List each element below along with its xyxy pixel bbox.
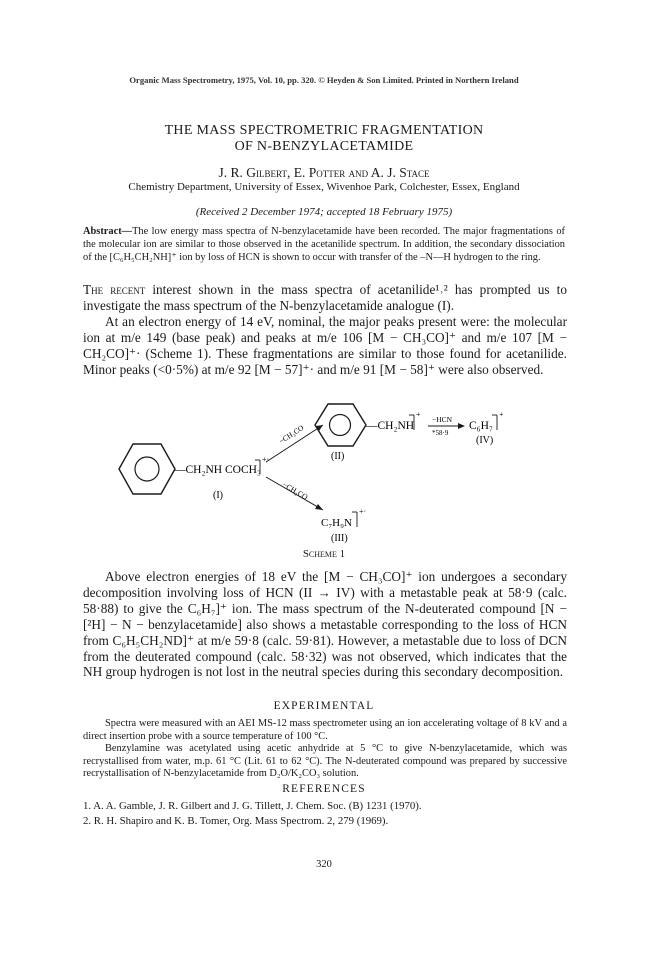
compound-III-label: (III) xyxy=(331,533,348,544)
scheme-1-diagram xyxy=(83,398,567,548)
received-dates: (Received 2 December 1974; accepted 18 February 1975) xyxy=(195,206,453,218)
page-number: 320 xyxy=(316,859,332,870)
reference-item: 1. A. A. Gamble, J. R. Gilbert and J. G. Tillett, J. Chem. Soc. (B) 1231 (1970). xyxy=(83,800,422,812)
experimental-paragraph-1: Spectra were measured with an AEI MS-12 mass spectrometer using an ion accelerating voltage of 8 kV and a direct insertion probe with a source temperature of 100 °C. xyxy=(83,718,567,742)
compound-II-charge: + xyxy=(416,410,421,419)
compound-I-formula: —CH₂NH COCH₃ xyxy=(174,464,261,476)
abstract-label: Abstract— xyxy=(83,226,133,237)
paragraph-1-text: interest shown in the mass spectra of acetanilide¹˒² has prompted us to investigate the mass spectrum of the N-benzylacetamide analogue (I). xyxy=(83,282,567,313)
compound-IV-charge: + xyxy=(499,410,504,419)
paragraph-1-lead: The recent xyxy=(83,282,146,297)
compound-IV-formula: C₆H₇ xyxy=(469,420,493,432)
paragraph-2: At an electron energy of 14 eV, nominal, the major peaks present were: the molecular ion at m/e 149 (base peak) and peaks at m/e 106 [M − CH₃CO]⁺ and m/e 107 [M − CH₂CO]⁺· (Scheme 1). These fragmentations are similar to those found for acetanilide. Minor peaks (<0·5%) at m/e 92 [M − 57]⁺· and m/e 91 [M − 58]⁺ were also observed. xyxy=(83,314,567,377)
paragraph-1 xyxy=(83,282,567,314)
compound-I-label: (I) xyxy=(213,490,223,501)
arrow-label-minus-CH3CO: −CH₃CO xyxy=(277,423,306,446)
experimental-heading: EXPERIMENTAL xyxy=(273,700,375,712)
reference-item: 2. R. H. Shapiro and K. B. Tomer, Org. Mass Spectrom. 2, 279 (1969). xyxy=(83,815,389,827)
paper-title-line-1: THE MASS SPECTROMETRIC FRAGMENTATION xyxy=(164,123,484,138)
compound-III-charge: +· xyxy=(359,507,367,516)
compound-III-formula: C₇H₉N xyxy=(321,517,352,529)
paper-title-line-2: OF N-BENZYLACETAMIDE xyxy=(234,139,414,154)
compound-II-label: (II) xyxy=(331,451,345,462)
arrow-label-metastable: *58·9 xyxy=(432,429,449,437)
references-heading: REFERENCES xyxy=(282,783,366,795)
compound-IV-label: (IV) xyxy=(476,435,494,446)
arrow-label-minus-HCN: −HCN xyxy=(432,415,453,424)
compound-I-charge: +· xyxy=(262,455,270,464)
paragraph-3: Above electron energies of 18 eV the [M − CH₃CO]⁺ ion undergoes a secondary decomposition involving loss of HCN (II → IV) with a metastable peak at 58·9 (calc. 58·88) to give the C₆H₇]⁺ ion. The mass spectrum of the N-deuterated compound [N − [²H] − N − benzylacetamide] also shows a metastable corresponding to the loss of HCN from C₆H₅CH₂ND]⁺ at m/e 59·8 (calc. 59·81). However, a metastable due to loss of DCN from the deuterated compound (calc. 58·32) was not observed, which indicates that the NH group hydrogen is not lost in the neutral species during this secondary decomposition. xyxy=(83,569,567,680)
abstract-text: The low energy mass spectra of N-benzylacetamide have been recorded. The major fragmentations of the molecular ion are similar to those observed in the acetanilide spectrum. In addition, the secondary dissociation of the [C₆H₅CH₂NH]⁺ ion by loss of HCN is shown to occur with transfer of the –N—H hydrogen to the ring. xyxy=(83,226,565,263)
benzene-ring-icon-I xyxy=(119,444,175,494)
abstract xyxy=(83,225,565,264)
arrow-label-minus-CH2CO: −CH₂CO xyxy=(281,479,310,502)
journal-citation-line: Organic Mass Spectrometry, 1975, Vol. 10, pp. 320. © Heyden & Son Limited. Printed in Northern Ireland xyxy=(129,75,519,85)
compound-II-formula: —CH₂NH xyxy=(366,420,415,432)
authors-line: J. R. Gilbert, E. Potter and A. J. Stace xyxy=(218,165,430,180)
scheme-caption: Scheme 1 xyxy=(302,548,346,560)
affiliation-line: Chemistry Department, University of Essex, Wivenhoe Park, Colchester, Essex, England xyxy=(128,181,520,193)
experimental-paragraph-2: Benzylamine was acetylated using acetic anhydride at 5 °C to give N-benzylacetamide, which was recrystallised from water, m.p. 61 °C (Lit. 61 to 62 °C). The N-deuterated compound was prepared by successive recrystallisation of N-benzylacetamide from D₂O/K₂CO₃ solution. xyxy=(83,743,567,780)
